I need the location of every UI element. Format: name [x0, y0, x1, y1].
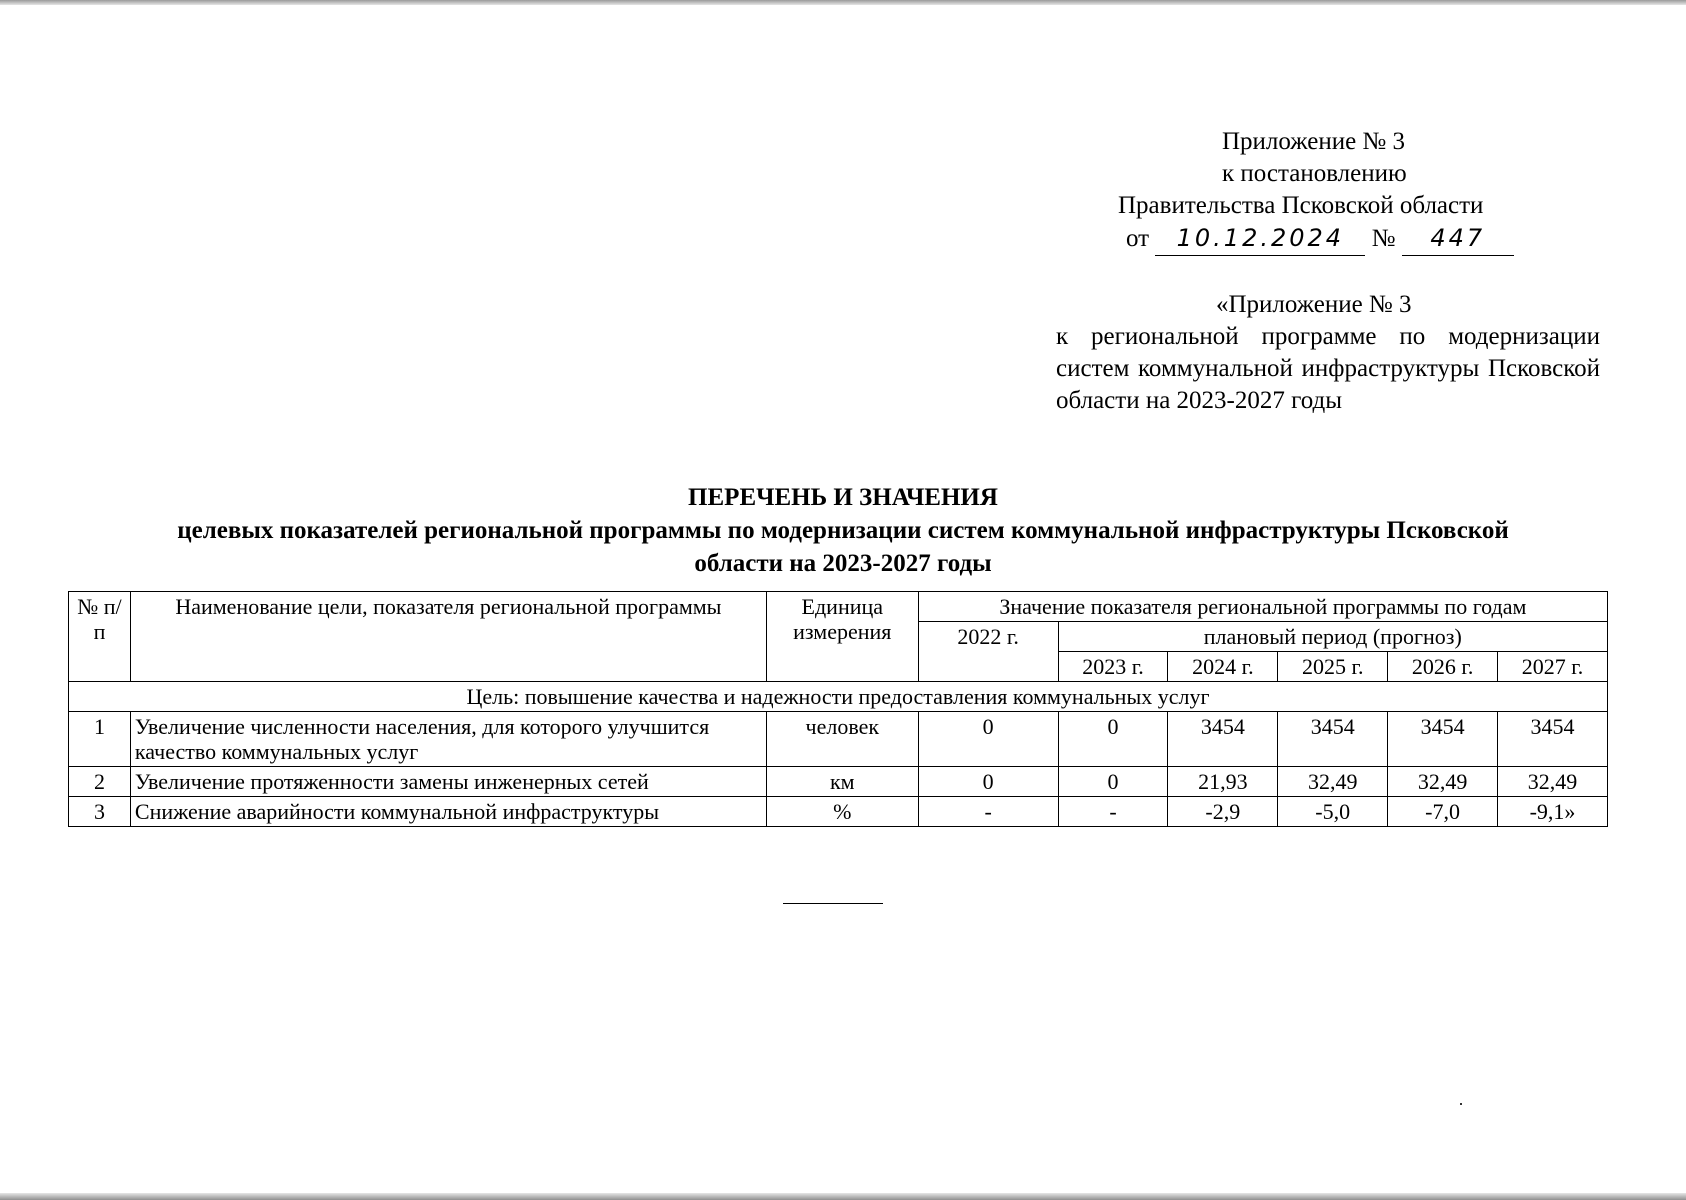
appendix-title: Приложение № 3 [1222, 128, 1406, 155]
program-appendix-title: «Приложение № 3 [1216, 291, 1412, 318]
document-heading [62, 481, 1624, 580]
row-value: -7,0 [1388, 797, 1498, 827]
scan-speck [1460, 1103, 1462, 1105]
row-name: Увеличение численности населения, для которого улучшится качество коммунальных услуг [130, 712, 766, 767]
table-row [69, 712, 1608, 767]
row-value: -9,1» [1498, 797, 1608, 827]
header-year: 2026 г. [1388, 652, 1498, 682]
row-name: Увеличение протяженности замены инженерных сетей [130, 767, 766, 797]
appendix-government-line: Правительства Псковской области [1118, 192, 1484, 219]
table-row [69, 767, 1608, 797]
row-unit: км [766, 767, 918, 797]
header-base-year: 2022 г. [918, 622, 1058, 682]
header-unit: Единица измерения [766, 592, 918, 682]
header-year: 2027 г. [1498, 652, 1608, 682]
number-prefix: № [1371, 225, 1396, 252]
row-num: 1 [69, 712, 131, 767]
header-values-group: Значение показателя региональной программы по годам [918, 592, 1607, 622]
row-value: 0 [1058, 712, 1168, 767]
appendix-decree-block [1104, 126, 1604, 256]
table-header-row-1 [69, 592, 1608, 622]
row-value: 32,49 [1498, 767, 1608, 797]
row-value: 3454 [1388, 712, 1498, 767]
header-year: 2024 г. [1168, 652, 1278, 682]
row-value: 21,93 [1168, 767, 1278, 797]
row-value: -2,9 [1168, 797, 1278, 827]
row-value: 3454 [1498, 712, 1608, 767]
appendix-decree-line: к постановлению [1222, 160, 1407, 187]
heading-subtitle-line-2: области на 2023-2027 годы [694, 550, 992, 577]
row-value: - [918, 797, 1058, 827]
row-value: 0 [918, 767, 1058, 797]
goal-text: Цель: повышение качества и надежности предоставления коммунальных услуг [69, 682, 1608, 712]
heading-subtitle-line-1: целевых показателей региональной программы по модернизации систем коммунальной инфраструктуры Псковской [177, 517, 1509, 544]
header-num: № п/п [69, 592, 131, 682]
appendix-program-block [1056, 289, 1600, 417]
row-num: 2 [69, 767, 131, 797]
handwritten-date: 10.12.2024 [1176, 224, 1345, 252]
row-value: 3454 [1278, 712, 1388, 767]
date-prefix: от [1126, 225, 1150, 252]
row-value: - [1058, 797, 1168, 827]
scan-bottom-edge [0, 1193, 1686, 1200]
handwritten-number: 447 [1430, 224, 1486, 252]
appendix-date-number-row [1126, 222, 1604, 256]
row-unit: % [766, 797, 918, 827]
row-value: 0 [918, 712, 1058, 767]
table-row [69, 797, 1608, 827]
row-value: 0 [1058, 767, 1168, 797]
goal-row [69, 682, 1608, 712]
row-num: 3 [69, 797, 131, 827]
scan-top-edge [0, 0, 1686, 5]
row-value: 3454 [1168, 712, 1278, 767]
row-unit: человек [766, 712, 918, 767]
row-value: 32,49 [1388, 767, 1498, 797]
row-value: -5,0 [1278, 797, 1388, 827]
heading-title: ПЕРЕЧЕНЬ И ЗНАЧЕНИЯ [688, 484, 998, 511]
program-appendix-body: к региональной программе по модернизации систем коммунальной инфраструктуры Псковской области на 2023-2027 годы [1056, 323, 1600, 414]
header-year: 2025 г. [1278, 652, 1388, 682]
row-name: Снижение аварийности коммунальной инфраструктуры [130, 797, 766, 827]
date-field [1155, 222, 1365, 256]
header-plan-period: плановый период (прогноз) [1058, 622, 1607, 652]
row-value: 32,49 [1278, 767, 1388, 797]
number-field [1402, 222, 1514, 256]
header-name: Наименование цели, показателя региональной программы [130, 592, 766, 682]
end-rule [783, 903, 883, 904]
header-year: 2023 г. [1058, 652, 1168, 682]
indicators-table [68, 591, 1608, 827]
